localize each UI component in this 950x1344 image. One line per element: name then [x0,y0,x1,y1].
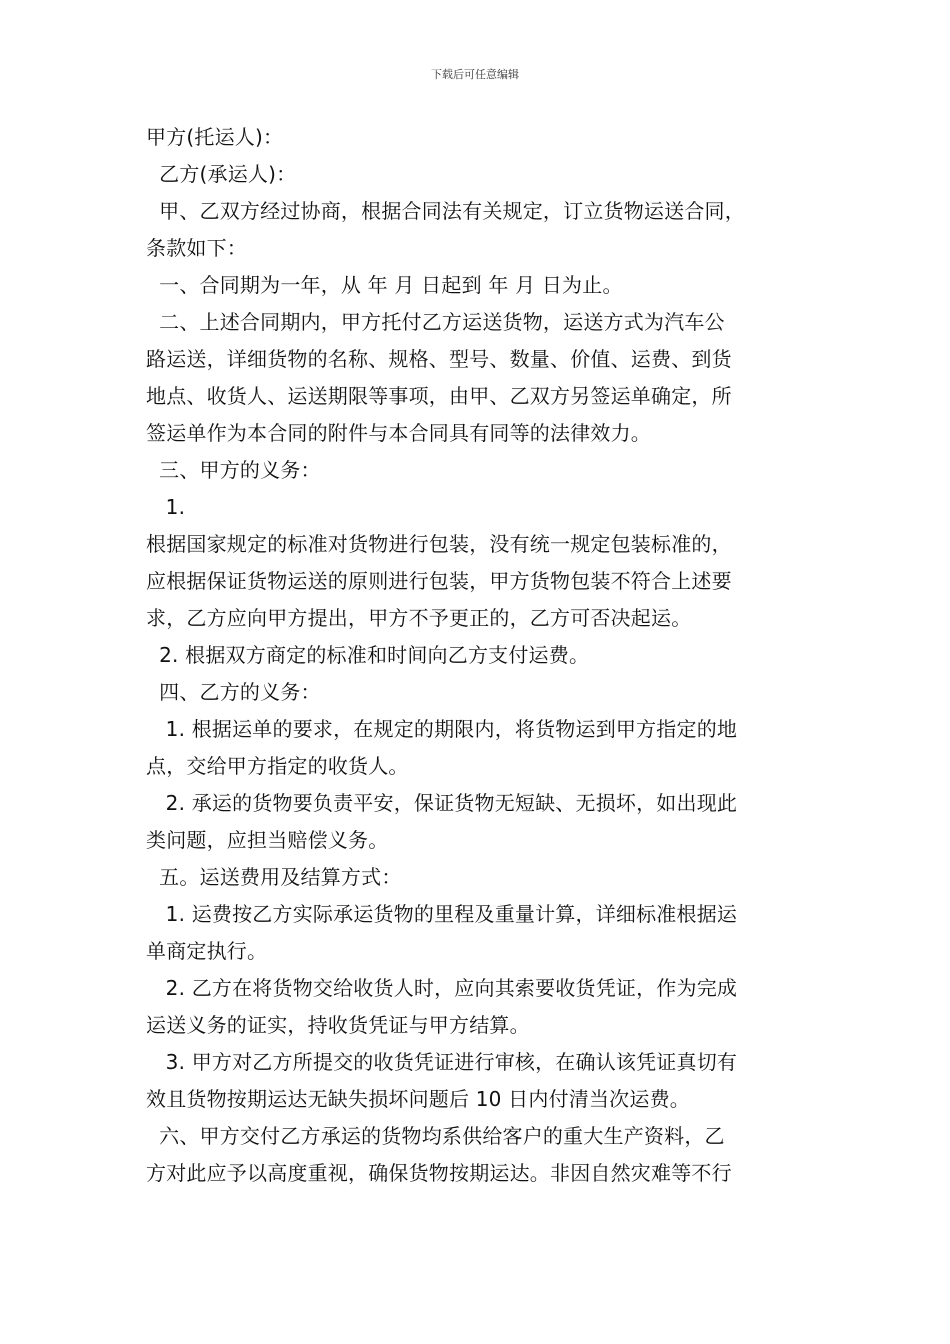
text-line: 五。运送费用及结算方式： [146,865,402,889]
text-line: 地点、收货人、运送期限等事项，由甲、乙双方另签运单确定，所 [146,384,732,408]
text-line: 二、上述合同期内，甲方托付乙方运送货物，运送方式为汽车公 [146,310,725,334]
text-line: 2. 承运的货物要负责平安，保证货物无短缺、无损坏，如出现此 [146,791,738,815]
text-line: 点，交给甲方指定的收货人。 [146,754,409,778]
text-line: 求，乙方应向甲方提出，甲方不予更正的，乙方可否决起运。 [146,606,692,630]
text-line: 2. 乙方在将货物交给收货人时，应向其索要收货凭证，作为完成 [146,976,738,1000]
text-line: 1. [146,495,186,519]
text-line: 甲、乙双方经过协商，根据合同法有关规定，订立货物运送合同， [146,199,745,223]
text-line: 甲方(托运人)： [146,125,284,149]
text-line: 运送义务的证实，持收货凭证与甲方结算。 [146,1013,530,1037]
text-line: 单商定执行。 [146,939,268,963]
text-line: 签运单作为本合同的附件与本合同具有同等的法律效力。 [146,421,651,445]
text-line: 路运送，详细货物的名称、规格、型号、数量、价值、运费、到货 [146,347,732,371]
text-line: 1. 根据运单的要求，在规定的期限内，将货物运到甲方指定的地 [146,717,738,741]
text-line: 乙方(承运人)： [146,162,297,186]
text-line: 六、甲方交付乙方承运的货物均系供给客户的重大生产资料，乙 [146,1124,725,1148]
text-line: 效且货物按期运达无缺失损坏问题后 10 日内付清当次运费。 [146,1087,690,1111]
text-line: 3. 甲方对乙方所提交的收货凭证进行审核，在确认该凭证真切有 [146,1050,738,1074]
text-line: 方对此应予以高度重视，确保货物按期运达。非因自然灾难等不行 [146,1161,732,1185]
text-line: 一、合同期为一年，从 年 月 日起到 年 月 日为止。 [146,273,623,297]
contract-body [146,119,812,1192]
text-line: 类问题，应担当赔偿义务。 [146,828,389,852]
page-header: 下载后可任意编辑 [431,68,519,81]
text-line: 1. 运费按乙方实际承运货物的里程及重量计算，详细标准根据运 [146,902,738,926]
text-line: 条款如下： [146,236,247,260]
text-line: 三、甲方的义务： [146,458,321,482]
text-line: 应根据保证货物运送的原则进行包装，甲方货物包装不符合上述要 [146,569,732,593]
text-line: 2. 根据双方商定的标准和时间向乙方支付运费。 [146,643,590,667]
text-line: 根据国家规定的标准对货物进行包装，没有统一规定包装标准的， [146,532,732,556]
text-line: 四、乙方的义务： [146,680,321,704]
